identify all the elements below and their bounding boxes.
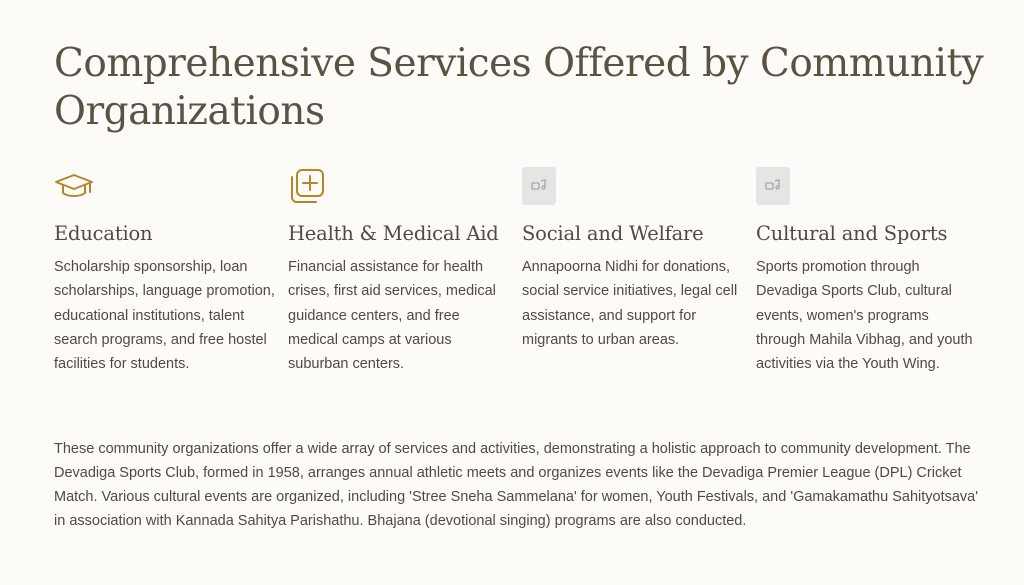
card-title: Cultural and Sports	[756, 222, 948, 245]
page-title: Comprehensive Services Offered by Community Organizations	[54, 41, 984, 134]
summary-paragraph: These community organizations offer a wide array of services and activities, demonstrating a holistic approach to community development. The Devadiga Sports Club, formed in 1958, arranges annual athletic meets and organizes events like the Devadiga Premier League (DPL) Cricket Match. Various cultural events are organized, including 'Stree Sneha Sammelana' for women, Youth Festivals, and 'Gamakamathu Sahityotsava' in association with Kannada Sahitya Parishathu. Bhajana (devotional singing) programs are also conducted.	[54, 440, 978, 530]
graduation-cap-icon	[54, 166, 94, 206]
card-description: Scholarship sponsorship, loan scholarships, language promotion, educational institutions, talent search programs, and free hostel facilities for students.	[54, 259, 275, 373]
card-title: Health & Medical Aid	[288, 222, 499, 245]
image-placeholder-icon	[756, 167, 790, 205]
card-social-welfare	[522, 166, 756, 376]
services-grid	[54, 166, 984, 376]
slide	[54, 40, 984, 530]
card-health	[288, 166, 522, 376]
image-placeholder-icon	[522, 167, 556, 205]
medical-plus-icon	[288, 166, 328, 206]
card-description: Financial assistance for health crises, first aid services, medical guidance centers, and free medical camps at various suburban centers.	[288, 259, 496, 373]
card-education	[54, 166, 288, 376]
card-description: Sports promotion through Devadiga Sports Club, cultural events, women's programs through Mahila Vibhag, and youth activities via the Youth Wing.	[756, 259, 973, 373]
card-title: Education	[54, 222, 153, 245]
card-description: Annapoorna Nidhi for donations, social service initiatives, legal cell assistance, and support for migrants to urban areas.	[522, 259, 738, 348]
card-title: Social and Welfare	[522, 222, 704, 245]
card-cultural-sports	[756, 166, 990, 376]
